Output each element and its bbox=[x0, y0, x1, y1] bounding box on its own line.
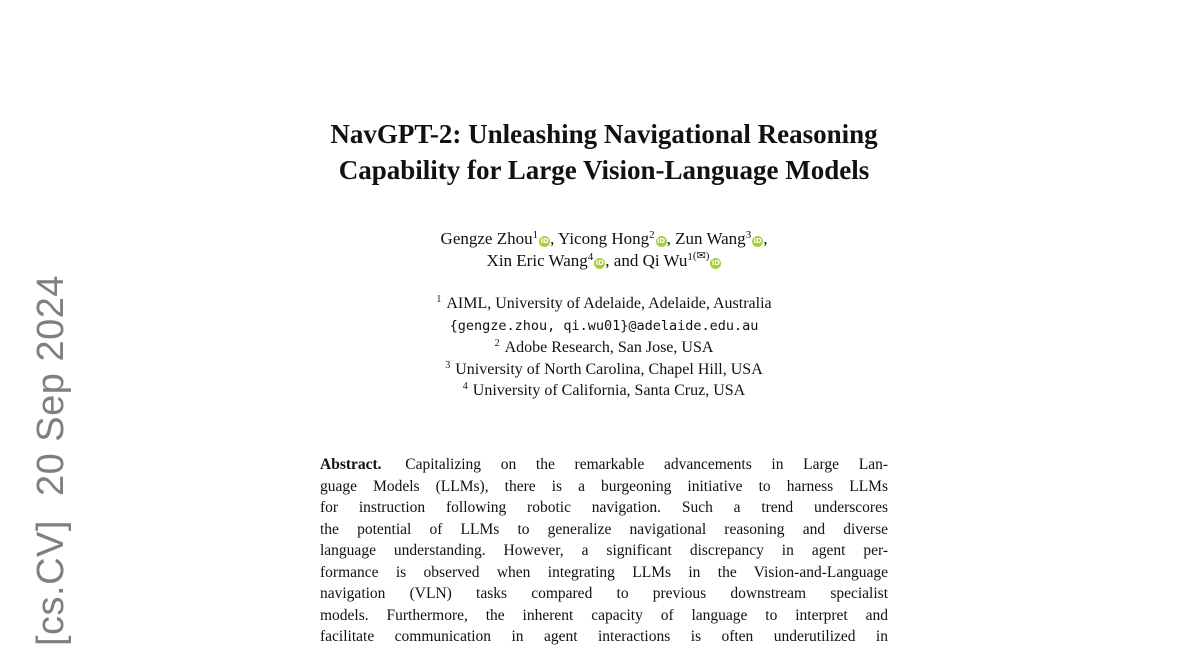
affiliation-marker: 4 bbox=[587, 251, 594, 263]
arxiv-identifier-sidebar bbox=[30, 275, 73, 646]
abstract-line: models. Furthermore, the inherent capacity of language to interpret and bbox=[320, 606, 888, 624]
affiliation-number: 4 bbox=[462, 381, 468, 392]
affiliation-text: University of California, Santa Cruz, USA bbox=[472, 382, 746, 399]
abstract-line: Abstract. Capitalizing on the remarkable advancements in Large Lan- bbox=[320, 456, 889, 473]
abstract bbox=[320, 454, 888, 648]
arxiv-date: 20 Sep 2024 bbox=[30, 275, 72, 497]
authors-line-1: Gengze Zhou$^1$ iD, Yicong Hong$^2$ iD, Zun Wang$^3$ iD, bbox=[440, 229, 768, 248]
orcid-icon[interactable]: iD bbox=[711, 259, 721, 267]
affiliation-line bbox=[300, 337, 908, 359]
affiliation-marker: 2 bbox=[649, 229, 655, 241]
affiliation-line bbox=[300, 359, 908, 381]
affiliation-marker: 3 bbox=[745, 229, 752, 241]
abstract-line: guage Models (LLMs), there is a burgeoning initiative to harness LLMs bbox=[320, 477, 888, 495]
author-name: Zun Wang bbox=[675, 229, 746, 248]
affiliations bbox=[300, 293, 908, 402]
abstract-line: navigation (VLN) tasks compared to previous downstream specialist bbox=[320, 585, 888, 602]
abstract-line: formance is observed when integrating LLMs in the Vision-and-Language bbox=[320, 563, 888, 581]
envelope-icon: (✉) bbox=[692, 250, 710, 262]
abstract-line: the potential of LLMs to generalize navigational reasoning and diverse bbox=[320, 520, 888, 538]
author-name: Xin Eric Wang bbox=[486, 251, 588, 270]
orcid-icon[interactable]: iD bbox=[753, 237, 762, 245]
author-name: Yicong Hong bbox=[557, 229, 650, 248]
paper-title bbox=[200, 116, 1008, 188]
author-name: Qi Wu bbox=[642, 251, 688, 270]
affiliation-line bbox=[300, 380, 908, 402]
arxiv-category: [cs.CV] bbox=[30, 520, 72, 646]
orcid-icon[interactable]: iD bbox=[595, 259, 604, 267]
authors-line-2: Xin Eric Wang$^4$ iD, and Qi $Wu^{1(✉)}iD$ bbox=[486, 250, 721, 270]
author-name: Gengze Zhou bbox=[440, 229, 533, 248]
abstract-line: language understanding. However, a significant discrepancy in agent per- bbox=[320, 542, 888, 559]
abstract-line: for instruction following robotic navigation. Such a trend underscores bbox=[320, 499, 888, 516]
affiliation-text: AIML, University of Adelaide, Adelaide, Australia bbox=[446, 295, 772, 312]
affiliation-number: 1 bbox=[436, 294, 442, 305]
affiliation-marker: 1 bbox=[532, 229, 539, 241]
affiliation-marker: 1 bbox=[687, 251, 693, 263]
affiliation-text: University of North Carolina, Chapel Hill, USA bbox=[455, 360, 763, 378]
author-list bbox=[300, 228, 908, 272]
email-text[interactable]: {gengze.zhou, qi.wu01}@adelaide.edu.au bbox=[449, 317, 759, 334]
abstract-line: facilitate communication in agent interactions is often underutilized in bbox=[320, 628, 888, 645]
orcid-icon[interactable]: iD bbox=[540, 237, 549, 245]
contact-emails bbox=[300, 315, 908, 338]
affiliation-number: 3 bbox=[445, 359, 451, 371]
affiliation-line bbox=[300, 293, 908, 315]
orcid-icon[interactable]: iD bbox=[657, 237, 666, 245]
abstract-heading: Abstract. bbox=[320, 456, 382, 473]
affiliation-number: 2 bbox=[494, 338, 500, 349]
author-conjunction: and bbox=[613, 251, 639, 270]
title-line-2: Capability for Large Vision-Language Models bbox=[338, 155, 870, 185]
affiliation-text: Adobe Research, San Jose, USA bbox=[504, 339, 714, 356]
title-line-1: NavGPT-2: Unleashing Navigational Reasoning bbox=[330, 119, 878, 149]
